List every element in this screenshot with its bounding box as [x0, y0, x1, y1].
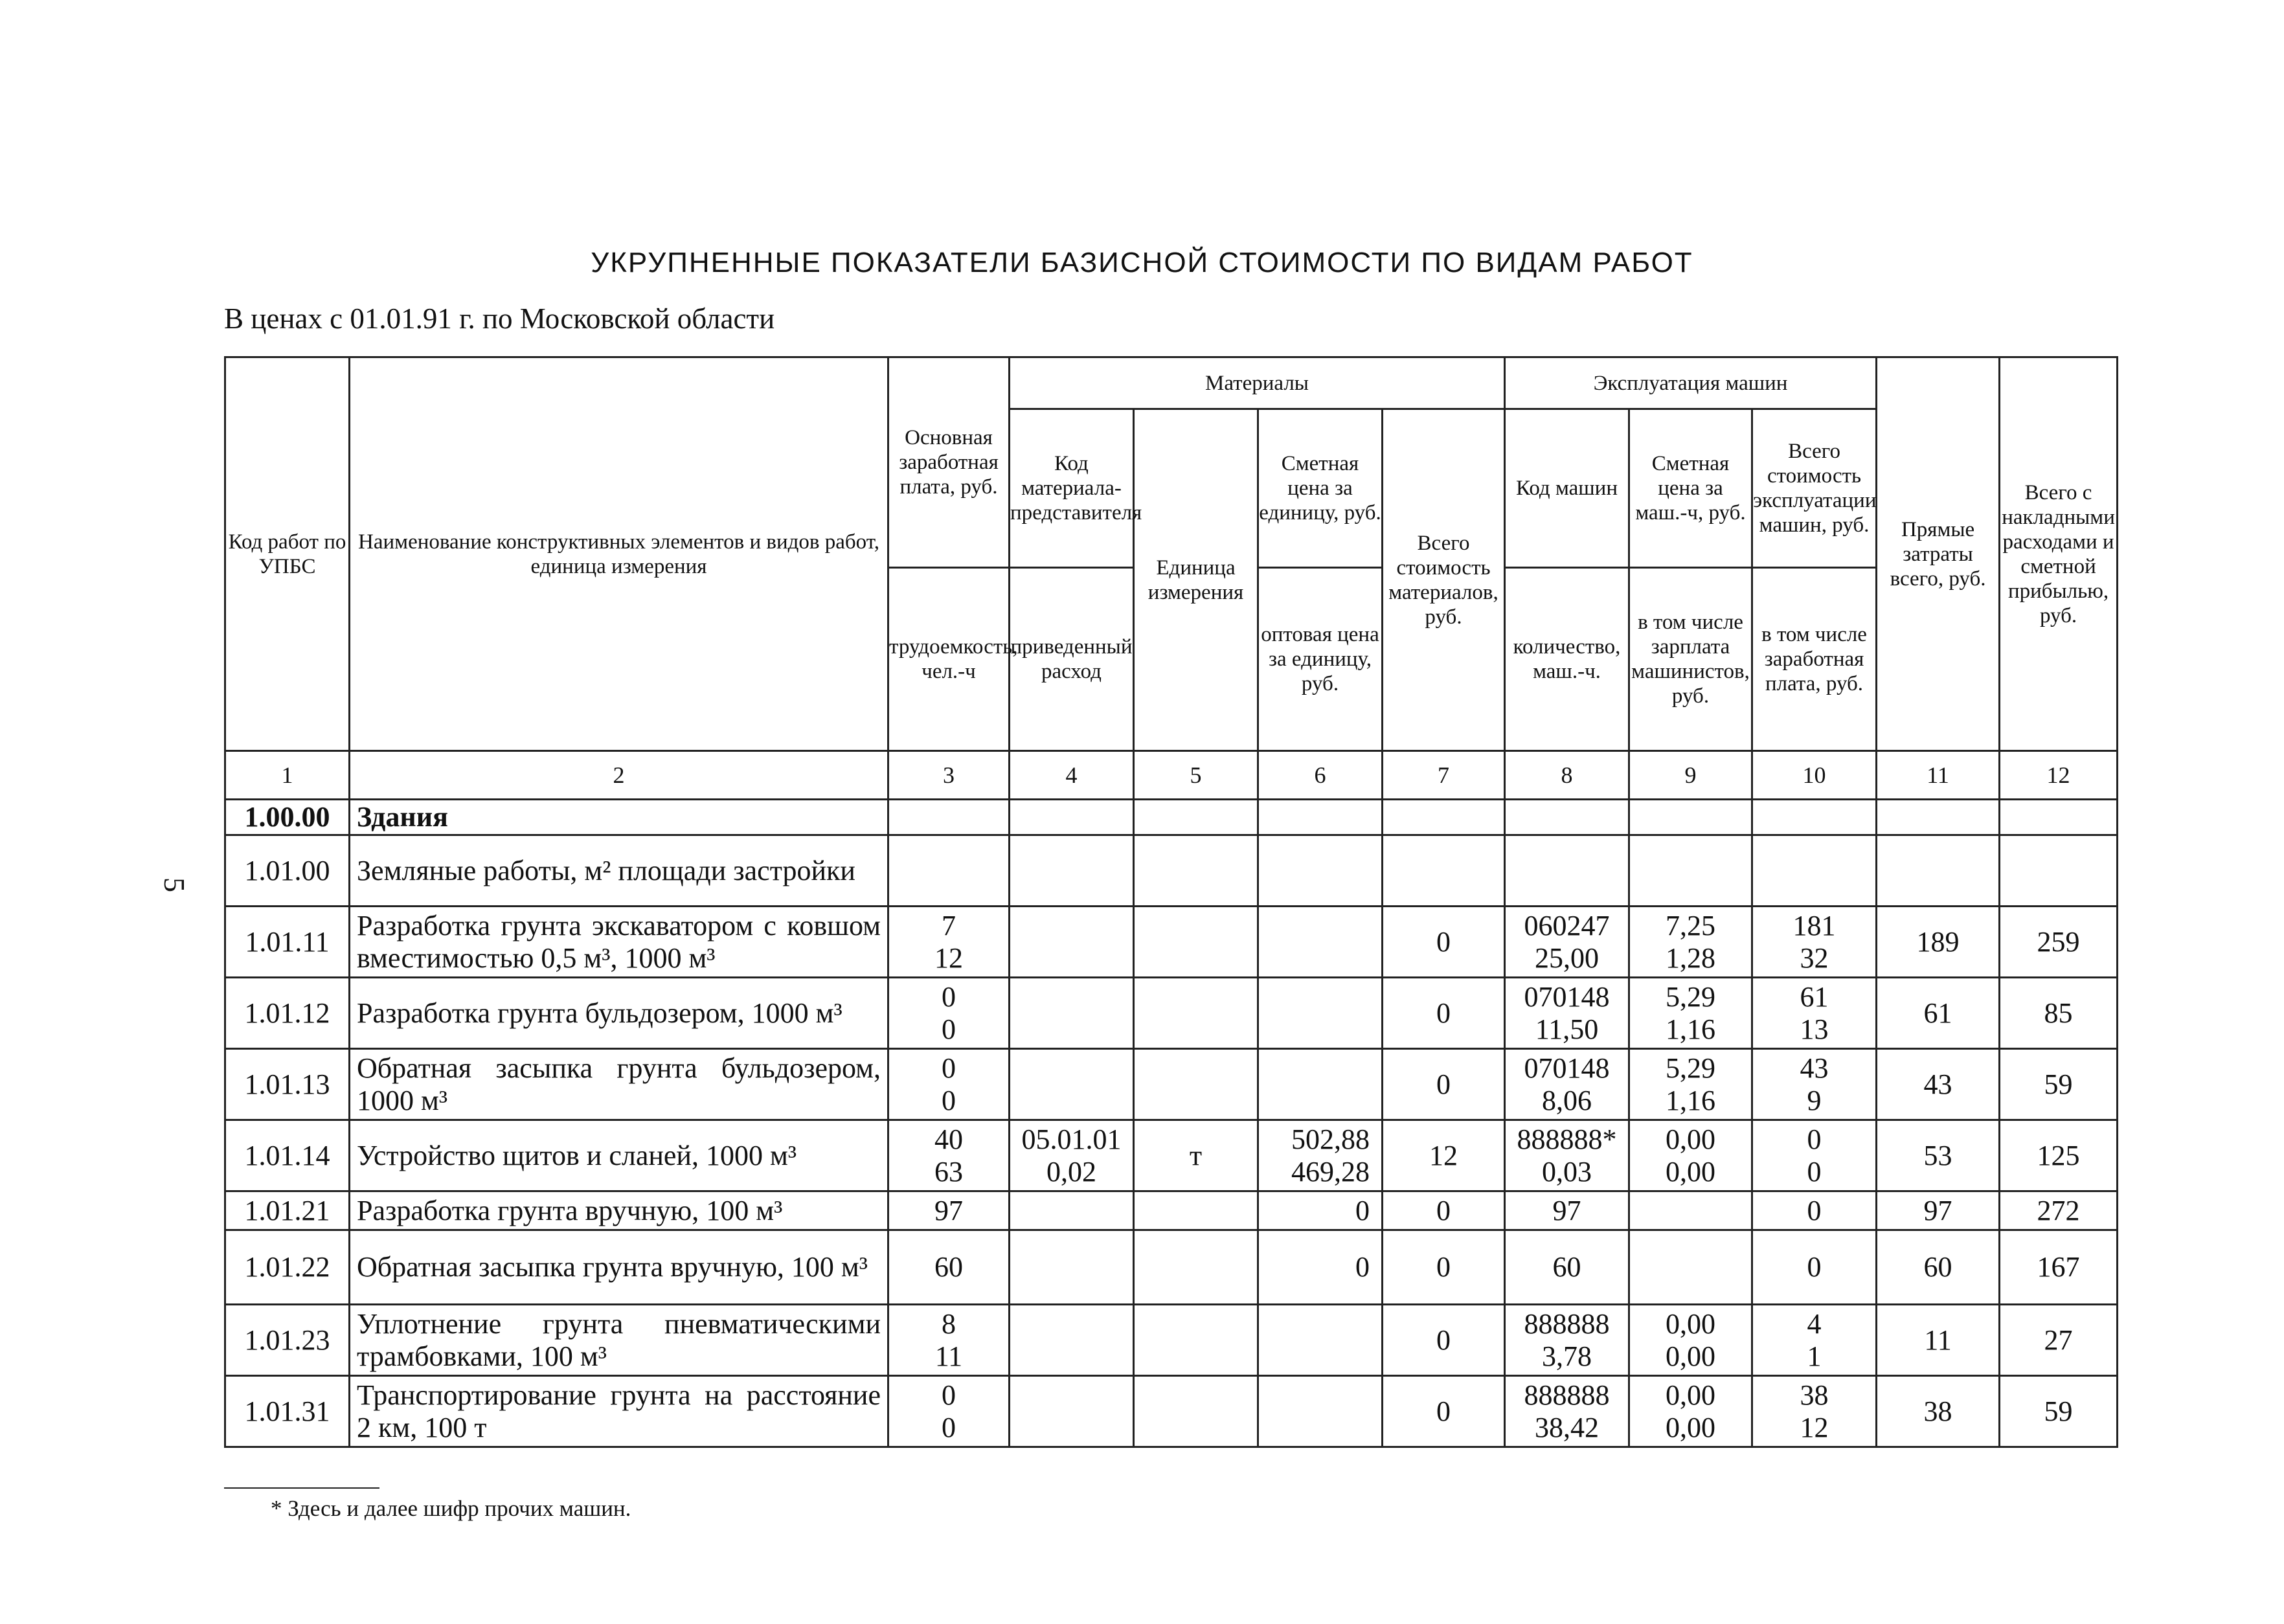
- table-row: [225, 800, 2118, 835]
- work-name: Устройство щитов и сланей, 1000 м³: [350, 1120, 888, 1191]
- work-code-value: 1.01.00: [244, 854, 330, 886]
- footnote-divider: [224, 1487, 379, 1489]
- work-code-value: 1.01.12: [244, 997, 330, 1029]
- materials-total-cell-value: 0: [1436, 1194, 1451, 1226]
- machine-code-cell-value: 97: [1552, 1194, 1581, 1226]
- column-number: 1: [225, 751, 350, 800]
- table-row: [225, 1376, 2118, 1447]
- total-cell-value: 27: [2044, 1324, 2073, 1356]
- unit-cell: [1134, 907, 1258, 978]
- header-materials: Материалы: [1010, 357, 1505, 409]
- header-labor: трудоемкость, чел.-ч: [888, 568, 1010, 751]
- machine-price-cell-value: 0,00: [1666, 1155, 1716, 1188]
- total-cell: [2000, 907, 2118, 978]
- machine-code-cell-value: 888888*: [1517, 1123, 1617, 1155]
- machine-price-cell-value: 5,29: [1666, 1052, 1716, 1084]
- direct-costs-cell-value: 61: [1923, 997, 1952, 1029]
- machine-code-cell-value: 3,78: [1542, 1340, 1592, 1372]
- footnote: * Здесь и далее шифр прочих машин.: [271, 1496, 631, 1521]
- unit-cell: [1134, 835, 1258, 907]
- direct-costs-cell: [1877, 978, 2000, 1049]
- machine-total-cell-value: 4: [1807, 1307, 1822, 1340]
- salary-cell-value: 0: [942, 1013, 956, 1045]
- table-row: [225, 1230, 2118, 1305]
- materials-total-cell: [1383, 800, 1505, 835]
- price-cell: [1258, 835, 1383, 907]
- total-cell-value: 125: [2037, 1139, 2080, 1171]
- column-number: 5: [1134, 751, 1258, 800]
- materials-total-cell: [1383, 1120, 1505, 1191]
- salary-cell: [888, 1376, 1010, 1447]
- header-salary: Основная заработная плата, руб.: [888, 357, 1010, 568]
- header-wholesale-price: оптовая цена за единицу, руб.: [1258, 568, 1383, 751]
- page-number: 5: [158, 877, 191, 892]
- materials-total-cell-value: 12: [1429, 1139, 1458, 1171]
- machine-code-cell-value: 888888: [1524, 1379, 1610, 1411]
- machine-code-cell: [1505, 835, 1629, 907]
- price-cell: [1258, 907, 1383, 978]
- salary-cell: [888, 1049, 1010, 1120]
- direct-costs-cell-value: 97: [1923, 1194, 1952, 1226]
- salary-cell-value: 11: [934, 1340, 963, 1372]
- total-cell-value: 259: [2037, 925, 2080, 958]
- machine-total-cell-value: 38: [1800, 1379, 1829, 1411]
- column-number: 11: [1877, 751, 2000, 800]
- work-code: [225, 1191, 350, 1230]
- machine-code-cell: [1505, 978, 1629, 1049]
- machine-code-cell-value: 25,00: [1535, 942, 1600, 974]
- total-cell: [2000, 1191, 2118, 1230]
- column-number: 8: [1505, 751, 1629, 800]
- machine-total-cell-value: 61: [1800, 980, 1829, 1013]
- materials-total-cell-value: 0: [1436, 1395, 1451, 1427]
- machine-total-cell: [1752, 1191, 1877, 1230]
- machine-total-cell-value: 13: [1800, 1013, 1829, 1045]
- direct-costs-cell: [1877, 800, 2000, 835]
- materials-total-cell: [1383, 1376, 1505, 1447]
- unit-cell: [1134, 1191, 1258, 1230]
- header-materials-total: Всего стоимость материалов, руб.: [1383, 409, 1505, 751]
- machine-price-cell: [1629, 1230, 1752, 1305]
- machine-price-cell-value: 0,00: [1666, 1411, 1716, 1443]
- machine-price-cell-value: 0,00: [1666, 1340, 1716, 1372]
- work-name: Разработка грунта вручную, 100 м³: [350, 1191, 888, 1230]
- header-estimated-price: Сметная цена за единицу, руб.: [1258, 409, 1383, 568]
- work-code-value: 1.01.23: [244, 1324, 330, 1356]
- work-code: [225, 1049, 350, 1120]
- material-code-cell-value: 05.01.01: [1021, 1123, 1122, 1155]
- work-code: [225, 800, 350, 835]
- total-cell-value: 85: [2044, 997, 2073, 1029]
- price-cell: [1258, 978, 1383, 1049]
- salary-cell: [888, 1191, 1010, 1230]
- machine-total-cell: [1752, 1305, 1877, 1376]
- machine-total-cell-value: 9: [1807, 1084, 1822, 1116]
- price-cell: [1258, 1049, 1383, 1120]
- work-code-value: 1.01.22: [244, 1251, 330, 1283]
- direct-costs-cell: [1877, 1120, 2000, 1191]
- materials-total-cell-value: 0: [1436, 1251, 1451, 1283]
- price-cell: [1258, 1120, 1383, 1191]
- direct-costs-cell-value: 189: [1916, 925, 1960, 958]
- unit-cell: [1134, 1230, 1258, 1305]
- header-name: Наименование конструктивных элементов и видов работ, единица измерения: [350, 357, 888, 751]
- materials-total-cell: [1383, 907, 1505, 978]
- column-number: 10: [1752, 751, 1877, 800]
- machine-price-cell-value: 0,00: [1666, 1379, 1716, 1411]
- machine-total-cell-value: 12: [1800, 1411, 1829, 1443]
- materials-total-cell-value: 0: [1436, 925, 1451, 958]
- machine-price-cell-value: 7,25: [1666, 909, 1716, 942]
- header-machine-total: Всего стоимость эксплуатации машин, руб.: [1752, 409, 1877, 568]
- direct-costs-cell: [1877, 1305, 2000, 1376]
- machine-total-cell-value: 0: [1807, 1123, 1822, 1155]
- work-code: [225, 835, 350, 907]
- salary-cell-value: 7: [942, 909, 956, 942]
- machine-price-cell: [1629, 1305, 1752, 1376]
- column-number: 2: [350, 751, 888, 800]
- work-code-value: 1.01.21: [244, 1194, 330, 1226]
- total-cell-value: 272: [2037, 1194, 2080, 1226]
- document-subtitle: В ценах с 01.01.91 г. по Московской области: [224, 302, 775, 335]
- machine-price-cell: [1629, 800, 1752, 835]
- work-code-value: 1.01.13: [244, 1068, 330, 1100]
- header-total: Всего с накладными расходами и сметной прибылью, руб.: [2000, 357, 2118, 751]
- machine-code-cell: [1505, 1191, 1629, 1230]
- salary-cell-value: 8: [942, 1307, 956, 1340]
- machine-total-cell: [1752, 978, 1877, 1049]
- work-code: [225, 1120, 350, 1191]
- materials-total-cell: [1383, 835, 1505, 907]
- machine-price-cell-value: 1,28: [1666, 942, 1716, 974]
- unit-cell: [1134, 1305, 1258, 1376]
- header-material-consumption: приведенный расход: [1010, 568, 1134, 751]
- machine-price-cell-value: 1,16: [1666, 1084, 1716, 1116]
- price-cell: [1258, 1376, 1383, 1447]
- work-code-value: 1.01.11: [245, 925, 330, 958]
- material-code-cell: [1010, 835, 1134, 907]
- price-cell: [1258, 1230, 1383, 1305]
- column-numbers-row: [225, 751, 2118, 800]
- work-name: Обратная засыпка грунта бульдозером, 1000 м³: [350, 1049, 888, 1120]
- machine-code-cell-value: 11,50: [1535, 1013, 1599, 1045]
- direct-costs-cell-value: 43: [1923, 1068, 1952, 1100]
- work-code: [225, 1305, 350, 1376]
- machine-code-cell: [1505, 1230, 1629, 1305]
- machine-code-cell-value: 8,06: [1542, 1084, 1592, 1116]
- materials-total-cell-value: 0: [1436, 1324, 1451, 1356]
- machine-code-cell: [1505, 800, 1629, 835]
- machine-total-cell-value: 0: [1807, 1155, 1822, 1188]
- direct-costs-cell-value: 60: [1923, 1251, 1952, 1283]
- machine-price-cell-value: 0,00: [1666, 1307, 1716, 1340]
- column-number: 9: [1629, 751, 1752, 800]
- salary-cell: [888, 800, 1010, 835]
- direct-costs-cell: [1877, 1191, 2000, 1230]
- header-machine-wage: в том числе зарплата машинистов, руб.: [1629, 568, 1752, 751]
- machine-total-cell-value: 43: [1800, 1052, 1829, 1084]
- machine-price-cell: [1629, 1376, 1752, 1447]
- column-number: 4: [1010, 751, 1134, 800]
- machine-price-cell-value: 5,29: [1666, 980, 1716, 1013]
- salary-cell-value: 0: [942, 1379, 956, 1411]
- machine-total-cell: [1752, 907, 1877, 978]
- header-machine-quantity: количество, маш.-ч.: [1505, 568, 1629, 751]
- direct-costs-cell: [1877, 1230, 2000, 1305]
- unit-cell: [1134, 1376, 1258, 1447]
- total-cell: [2000, 1376, 2118, 1447]
- salary-cell: [888, 1120, 1010, 1191]
- materials-total-cell-value: 0: [1436, 1068, 1451, 1100]
- machine-code-cell: [1505, 1376, 1629, 1447]
- salary-cell-value: 97: [934, 1194, 963, 1226]
- machine-code-cell: [1505, 1049, 1629, 1120]
- total-cell: [2000, 1049, 2118, 1120]
- machine-code-cell-value: 60: [1552, 1251, 1581, 1283]
- document-title: УКРУПНЕННЫЕ ПОКАЗАТЕЛИ БАЗИСНОЙ СТОИМОСТИ ПО ВИДАМ РАБОТ: [591, 247, 1693, 278]
- price-cell: [1258, 800, 1383, 835]
- machine-total-cell: [1752, 1120, 1877, 1191]
- machine-code-cell-value: 0,03: [1542, 1155, 1592, 1188]
- unit-cell: [1134, 800, 1258, 835]
- table-row: [225, 1120, 2118, 1191]
- total-cell-value: 167: [2037, 1251, 2080, 1283]
- total-cell: [2000, 800, 2118, 835]
- salary-cell: [888, 835, 1010, 907]
- machine-total-cell: [1752, 1376, 1877, 1447]
- work-code-value: 1.01.31: [244, 1395, 330, 1427]
- direct-costs-cell: [1877, 1049, 2000, 1120]
- machine-price-cell: [1629, 1191, 1752, 1230]
- direct-costs-cell: [1877, 835, 2000, 907]
- materials-total-cell-value: 0: [1436, 997, 1451, 1029]
- machine-total-cell: [1752, 1049, 1877, 1120]
- work-name: Уплотнение грунта пневматическими трамбовками, 100 м³: [350, 1305, 888, 1376]
- total-cell: [2000, 1305, 2118, 1376]
- materials-total-cell: [1383, 1049, 1505, 1120]
- total-cell: [2000, 835, 2118, 907]
- table-row: [225, 1191, 2118, 1230]
- salary-cell: [888, 1305, 1010, 1376]
- work-name: Разработка грунта бульдозером, 1000 м³: [350, 978, 888, 1049]
- price-cell: [1258, 1191, 1383, 1230]
- total-cell-value: 59: [2044, 1395, 2073, 1427]
- machine-total-cell-value: 1: [1807, 1340, 1822, 1372]
- machine-code-cell-value: 38,42: [1535, 1411, 1600, 1443]
- salary-cell-value: 40: [934, 1123, 963, 1155]
- machine-total-cell-value: 32: [1800, 942, 1829, 974]
- unit-cell: [1134, 1120, 1258, 1191]
- machine-price-cell: [1629, 1120, 1752, 1191]
- total-cell: [2000, 978, 2118, 1049]
- header-machine-total-wage: в том числе заработная плата, руб.: [1752, 568, 1877, 751]
- total-cell: [2000, 1230, 2118, 1305]
- salary-cell: [888, 978, 1010, 1049]
- material-code-cell: [1010, 800, 1134, 835]
- cost-table: [224, 356, 2118, 1448]
- price-cell: [1258, 1305, 1383, 1376]
- material-code-cell-value: 0,02: [1046, 1155, 1096, 1188]
- machine-code-cell: [1505, 907, 1629, 978]
- work-name: Транспортирование грунта на расстояние 2 км, 100 т: [350, 1376, 888, 1447]
- machine-total-cell-value: 0: [1807, 1194, 1822, 1226]
- header-machine-price: Сметная цена за маш.-ч, руб.: [1629, 409, 1752, 568]
- machine-total-cell-value: 181: [1792, 909, 1836, 942]
- header-machines: Эксплуатация машин: [1505, 357, 1877, 409]
- salary-cell-value: 0: [942, 980, 956, 1013]
- machine-code-cell: [1505, 1120, 1629, 1191]
- salary-cell-value: 60: [934, 1251, 963, 1283]
- salary-cell: [888, 1230, 1010, 1305]
- column-number: 12: [2000, 751, 2118, 800]
- machine-price-cell: [1629, 978, 1752, 1049]
- work-name: Здания: [350, 800, 888, 835]
- direct-costs-cell-value: 38: [1923, 1395, 1952, 1427]
- machine-code-cell-value: 070148: [1524, 1052, 1610, 1084]
- materials-total-cell: [1383, 1191, 1505, 1230]
- materials-total-cell: [1383, 1305, 1505, 1376]
- unit-cell: [1134, 1049, 1258, 1120]
- table-row: [225, 1305, 2118, 1376]
- total-cell-value: 59: [2044, 1068, 2073, 1100]
- work-name: Обратная засыпка грунта вручную, 100 м³: [350, 1230, 888, 1305]
- material-code-cell: [1010, 907, 1134, 978]
- machine-price-cell: [1629, 1049, 1752, 1120]
- direct-costs-cell-value: 11: [1924, 1324, 1952, 1356]
- machine-code-cell-value: 888888: [1524, 1307, 1610, 1340]
- machine-price-cell: [1629, 907, 1752, 978]
- work-name: Разработка грунта экскаватором с ковшом вместимостью 0,5 м³, 1000 м³: [350, 907, 888, 978]
- header-direct-costs: Прямые затраты всего, руб.: [1877, 357, 2000, 751]
- machine-code-cell-value: 070148: [1524, 980, 1610, 1013]
- salary-cell-value: 63: [934, 1155, 963, 1188]
- machine-price-cell-value: 0,00: [1666, 1123, 1716, 1155]
- material-code-cell: [1010, 978, 1134, 1049]
- machine-price-cell: [1629, 835, 1752, 907]
- work-code: [225, 978, 350, 1049]
- work-code: [225, 907, 350, 978]
- machine-code-cell-value: 060247: [1524, 909, 1610, 942]
- materials-total-cell: [1383, 978, 1505, 1049]
- machine-total-cell: [1752, 800, 1877, 835]
- machine-total-cell: [1752, 835, 1877, 907]
- price-cell-value: 0: [1355, 1251, 1370, 1283]
- material-code-cell: [1010, 1120, 1134, 1191]
- table-body: [225, 800, 2118, 1447]
- column-number: 3: [888, 751, 1010, 800]
- column-number: 7: [1383, 751, 1505, 800]
- work-name: Земляные работы, м² площади застройки: [350, 835, 888, 907]
- machine-code-cell: [1505, 1305, 1629, 1376]
- total-cell: [2000, 1120, 2118, 1191]
- machine-price-cell-value: 1,16: [1666, 1013, 1716, 1045]
- unit-cell-value: т: [1189, 1139, 1203, 1171]
- material-code-cell: [1010, 1305, 1134, 1376]
- work-code-value: 1.00.00: [244, 801, 330, 833]
- material-code-cell: [1010, 1376, 1134, 1447]
- salary-cell-value: 12: [934, 942, 963, 974]
- machine-total-cell: [1752, 1230, 1877, 1305]
- table-row: [225, 907, 2118, 978]
- salary-cell-value: 0: [942, 1411, 956, 1443]
- salary-cell-value: 0: [942, 1084, 956, 1116]
- material-code-cell: [1010, 1049, 1134, 1120]
- unit-cell: [1134, 978, 1258, 1049]
- work-code: [225, 1376, 350, 1447]
- salary-cell-value: 0: [942, 1052, 956, 1084]
- direct-costs-cell: [1877, 907, 2000, 978]
- table-row: [225, 835, 2118, 907]
- work-code: [225, 1230, 350, 1305]
- table-row: [225, 1049, 2118, 1120]
- header-material-code: Код материала-представителя: [1010, 409, 1134, 568]
- table-row: [225, 978, 2118, 1049]
- header-machine-code: Код машин: [1505, 409, 1629, 568]
- direct-costs-cell-value: 53: [1923, 1139, 1952, 1171]
- header-code: Код работ по УПБС: [225, 357, 350, 751]
- price-cell-value: 502,88: [1291, 1123, 1370, 1155]
- machine-total-cell-value: 0: [1807, 1251, 1822, 1283]
- work-code-value: 1.01.14: [244, 1139, 330, 1171]
- salary-cell: [888, 907, 1010, 978]
- column-number: 6: [1258, 751, 1383, 800]
- price-cell-value: 469,28: [1291, 1155, 1370, 1188]
- materials-total-cell: [1383, 1230, 1505, 1305]
- material-code-cell: [1010, 1230, 1134, 1305]
- direct-costs-cell: [1877, 1376, 2000, 1447]
- price-cell-value: 0: [1355, 1194, 1370, 1226]
- material-code-cell: [1010, 1191, 1134, 1230]
- header-unit: Единица измерения: [1134, 409, 1258, 751]
